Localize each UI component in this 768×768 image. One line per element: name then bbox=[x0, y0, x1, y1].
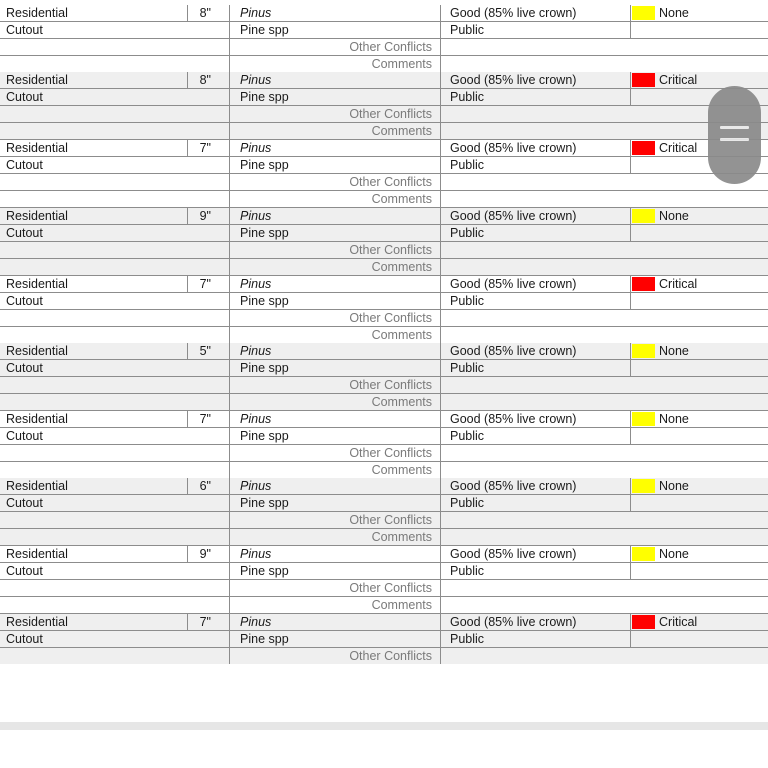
record-row-conflicts bbox=[0, 106, 768, 123]
genus-cell: Pinus bbox=[230, 614, 441, 631]
dbh-cell: 8" bbox=[188, 72, 230, 89]
reason-cell: Cutout bbox=[0, 631, 230, 648]
blank-cell bbox=[0, 597, 230, 614]
blank-cell bbox=[441, 529, 768, 546]
other-conflicts-label: Other Conflicts bbox=[230, 174, 441, 191]
comments-label: Comments bbox=[230, 56, 441, 73]
other-conflicts-label: Other Conflicts bbox=[230, 445, 441, 462]
condition-cell: Good (85% live crown) bbox=[441, 276, 631, 293]
record-row-conflicts bbox=[0, 445, 768, 462]
common-name-cell: Pine spp bbox=[230, 89, 441, 106]
record-row-conflicts bbox=[0, 512, 768, 529]
genus-cell: Pinus bbox=[230, 208, 441, 225]
ownership-cell: Public bbox=[441, 89, 631, 106]
dbh-cell: 8" bbox=[188, 5, 230, 22]
page-divider bbox=[0, 722, 768, 730]
reason-cell: Cutout bbox=[0, 563, 230, 580]
severity-cell bbox=[631, 343, 768, 360]
tree-record bbox=[0, 5, 768, 73]
blank-cell bbox=[0, 327, 230, 344]
record-row-comments bbox=[0, 123, 768, 140]
record-row-second bbox=[0, 293, 768, 310]
reason-cell: Cutout bbox=[0, 225, 230, 242]
severity-cell bbox=[631, 614, 768, 631]
reason-cell: Cutout bbox=[0, 360, 230, 377]
tree-record bbox=[0, 140, 768, 208]
comments-label: Comments bbox=[230, 597, 441, 614]
blank-cell bbox=[0, 512, 230, 529]
record-row-main bbox=[0, 343, 768, 360]
severity-swatch bbox=[632, 547, 655, 561]
blank-cell bbox=[0, 529, 230, 546]
land-use-cell: Residential bbox=[0, 5, 188, 22]
severity-cell bbox=[631, 546, 768, 563]
blank-cell bbox=[441, 259, 768, 276]
severity-cell bbox=[631, 5, 768, 22]
land-use-cell: Residential bbox=[0, 343, 188, 360]
dbh-cell: 7" bbox=[188, 276, 230, 293]
severity-swatch bbox=[632, 209, 655, 223]
record-row-comments bbox=[0, 529, 768, 546]
blank-cell bbox=[631, 360, 768, 377]
reason-cell: Cutout bbox=[0, 495, 230, 512]
condition-cell: Good (85% live crown) bbox=[441, 546, 631, 563]
blank-cell bbox=[631, 293, 768, 310]
reason-cell: Cutout bbox=[0, 293, 230, 310]
other-conflicts-label: Other Conflicts bbox=[230, 377, 441, 394]
comments-label: Comments bbox=[230, 394, 441, 411]
reason-cell: Cutout bbox=[0, 89, 230, 106]
blank-cell bbox=[631, 495, 768, 512]
record-row-main bbox=[0, 546, 768, 563]
land-use-cell: Residential bbox=[0, 614, 188, 631]
tree-record bbox=[0, 411, 768, 479]
severity-cell bbox=[631, 276, 768, 293]
dbh-cell: 9" bbox=[188, 546, 230, 563]
comments-label: Comments bbox=[230, 259, 441, 276]
blank-cell bbox=[0, 259, 230, 276]
blank-cell bbox=[631, 225, 768, 242]
ownership-cell: Public bbox=[441, 563, 631, 580]
record-row-main bbox=[0, 276, 768, 293]
scroll-handle[interactable] bbox=[708, 86, 761, 184]
record-row-comments bbox=[0, 597, 768, 614]
record-row-second bbox=[0, 89, 768, 106]
severity-swatch bbox=[632, 615, 655, 629]
land-use-cell: Residential bbox=[0, 276, 188, 293]
common-name-cell: Pine spp bbox=[230, 631, 441, 648]
record-row-conflicts bbox=[0, 580, 768, 597]
ownership-cell: Public bbox=[441, 360, 631, 377]
severity-label: Critical bbox=[659, 141, 698, 155]
blank-cell bbox=[631, 631, 768, 648]
condition-cell: Good (85% live crown) bbox=[441, 72, 631, 89]
record-row-comments bbox=[0, 327, 768, 344]
record-row-conflicts bbox=[0, 242, 768, 259]
blank-cell bbox=[441, 445, 768, 462]
record-row-comments bbox=[0, 259, 768, 276]
ownership-cell: Public bbox=[441, 293, 631, 310]
comments-label: Comments bbox=[230, 529, 441, 546]
other-conflicts-label: Other Conflicts bbox=[230, 648, 441, 664]
record-row-comments bbox=[0, 191, 768, 208]
tree-record bbox=[0, 614, 768, 664]
record-row-second bbox=[0, 563, 768, 580]
blank-cell bbox=[441, 512, 768, 529]
tree-record bbox=[0, 276, 768, 344]
blank-cell bbox=[0, 39, 230, 56]
land-use-cell: Residential bbox=[0, 411, 188, 428]
blank-cell bbox=[441, 597, 768, 614]
condition-cell: Good (85% live crown) bbox=[441, 5, 631, 22]
ownership-cell: Public bbox=[441, 157, 631, 174]
ownership-cell: Public bbox=[441, 225, 631, 242]
common-name-cell: Pine spp bbox=[230, 495, 441, 512]
genus-cell: Pinus bbox=[230, 276, 441, 293]
blank-cell bbox=[441, 394, 768, 411]
blank-cell bbox=[0, 106, 230, 123]
record-row-main bbox=[0, 478, 768, 495]
blank-cell bbox=[441, 242, 768, 259]
comments-label: Comments bbox=[230, 191, 441, 208]
blank-cell bbox=[0, 445, 230, 462]
comments-label: Comments bbox=[230, 462, 441, 479]
blank-cell bbox=[0, 580, 230, 597]
genus-cell: Pinus bbox=[230, 5, 441, 22]
severity-swatch bbox=[632, 344, 655, 358]
common-name-cell: Pine spp bbox=[230, 225, 441, 242]
severity-cell bbox=[631, 208, 768, 225]
genus-cell: Pinus bbox=[230, 343, 441, 360]
blank-cell bbox=[441, 56, 768, 73]
blank-cell bbox=[631, 563, 768, 580]
genus-cell: Pinus bbox=[230, 411, 441, 428]
blank-cell bbox=[441, 580, 768, 597]
blank-cell bbox=[441, 191, 768, 208]
severity-label: None bbox=[659, 344, 689, 358]
handle-grip-icon bbox=[720, 126, 749, 129]
condition-cell: Good (85% live crown) bbox=[441, 614, 631, 631]
reason-cell: Cutout bbox=[0, 157, 230, 174]
record-row-main bbox=[0, 72, 768, 89]
record-row-second bbox=[0, 495, 768, 512]
other-conflicts-label: Other Conflicts bbox=[230, 39, 441, 56]
reason-cell: Cutout bbox=[0, 428, 230, 445]
severity-swatch bbox=[632, 73, 655, 87]
other-conflicts-label: Other Conflicts bbox=[230, 106, 441, 123]
dbh-cell: 5" bbox=[188, 343, 230, 360]
common-name-cell: Pine spp bbox=[230, 360, 441, 377]
ownership-cell: Public bbox=[441, 495, 631, 512]
blank-cell bbox=[0, 174, 230, 191]
blank-cell bbox=[0, 462, 230, 479]
genus-cell: Pinus bbox=[230, 546, 441, 563]
blank-cell bbox=[441, 327, 768, 344]
land-use-cell: Residential bbox=[0, 478, 188, 495]
severity-label: Critical bbox=[659, 73, 698, 87]
blank-cell bbox=[441, 377, 768, 394]
ownership-cell: Public bbox=[441, 631, 631, 648]
record-row-second bbox=[0, 631, 768, 648]
genus-cell: Pinus bbox=[230, 140, 441, 157]
other-conflicts-label: Other Conflicts bbox=[230, 580, 441, 597]
condition-cell: Good (85% live crown) bbox=[441, 478, 631, 495]
blank-cell bbox=[0, 310, 230, 327]
record-row-second bbox=[0, 360, 768, 377]
land-use-cell: Residential bbox=[0, 140, 188, 157]
common-name-cell: Pine spp bbox=[230, 157, 441, 174]
record-row-second bbox=[0, 22, 768, 39]
condition-cell: Good (85% live crown) bbox=[441, 343, 631, 360]
severity-label: Critical bbox=[659, 277, 698, 291]
tree-record bbox=[0, 72, 768, 140]
genus-cell: Pinus bbox=[230, 72, 441, 89]
record-row-conflicts bbox=[0, 39, 768, 56]
blank-cell bbox=[441, 648, 768, 664]
other-conflicts-label: Other Conflicts bbox=[230, 242, 441, 259]
blank-cell bbox=[0, 648, 230, 664]
handle-grip-icon bbox=[720, 138, 749, 141]
blank-cell bbox=[0, 56, 230, 73]
condition-cell: Good (85% live crown) bbox=[441, 411, 631, 428]
severity-cell bbox=[631, 411, 768, 428]
blank-cell bbox=[0, 242, 230, 259]
record-row-main bbox=[0, 411, 768, 428]
land-use-cell: Residential bbox=[0, 546, 188, 563]
severity-label: None bbox=[659, 6, 689, 20]
record-row-conflicts bbox=[0, 648, 768, 664]
other-conflicts-label: Other Conflicts bbox=[230, 310, 441, 327]
severity-swatch bbox=[632, 412, 655, 426]
blank-cell bbox=[441, 310, 768, 327]
blank-cell bbox=[441, 462, 768, 479]
record-row-conflicts bbox=[0, 377, 768, 394]
blank-cell bbox=[441, 39, 768, 56]
ownership-cell: Public bbox=[441, 428, 631, 445]
common-name-cell: Pine spp bbox=[230, 428, 441, 445]
severity-swatch bbox=[632, 277, 655, 291]
severity-label: None bbox=[659, 479, 689, 493]
dbh-cell: 6" bbox=[188, 478, 230, 495]
severity-cell bbox=[631, 478, 768, 495]
record-row-conflicts bbox=[0, 174, 768, 191]
blank-cell bbox=[0, 377, 230, 394]
record-row-main bbox=[0, 614, 768, 631]
genus-cell: Pinus bbox=[230, 478, 441, 495]
severity-swatch bbox=[632, 479, 655, 493]
condition-cell: Good (85% live crown) bbox=[441, 140, 631, 157]
record-row-comments bbox=[0, 56, 768, 73]
severity-label: None bbox=[659, 547, 689, 561]
record-row-second bbox=[0, 157, 768, 174]
tree-record bbox=[0, 208, 768, 276]
severity-label: None bbox=[659, 209, 689, 223]
severity-swatch bbox=[632, 141, 655, 155]
land-use-cell: Residential bbox=[0, 208, 188, 225]
land-use-cell: Residential bbox=[0, 72, 188, 89]
tree-record bbox=[0, 478, 768, 546]
record-row-conflicts bbox=[0, 310, 768, 327]
blank-cell bbox=[0, 191, 230, 208]
blank-cell bbox=[0, 123, 230, 140]
ownership-cell: Public bbox=[441, 22, 631, 39]
blank-cell bbox=[631, 428, 768, 445]
common-name-cell: Pine spp bbox=[230, 22, 441, 39]
dbh-cell: 7" bbox=[188, 140, 230, 157]
record-row-main bbox=[0, 140, 768, 157]
record-row-comments bbox=[0, 394, 768, 411]
record-row-second bbox=[0, 225, 768, 242]
record-row-main bbox=[0, 5, 768, 22]
reason-cell: Cutout bbox=[0, 22, 230, 39]
record-row-second bbox=[0, 428, 768, 445]
comments-label: Comments bbox=[230, 327, 441, 344]
common-name-cell: Pine spp bbox=[230, 293, 441, 310]
tree-record bbox=[0, 546, 768, 614]
blank-cell bbox=[631, 22, 768, 39]
dbh-cell: 7" bbox=[188, 411, 230, 428]
dbh-cell: 7" bbox=[188, 614, 230, 631]
tree-record bbox=[0, 343, 768, 411]
severity-cell bbox=[631, 72, 768, 89]
other-conflicts-label: Other Conflicts bbox=[230, 512, 441, 529]
dbh-cell: 9" bbox=[188, 208, 230, 225]
severity-swatch bbox=[632, 6, 655, 20]
common-name-cell: Pine spp bbox=[230, 563, 441, 580]
condition-cell: Good (85% live crown) bbox=[441, 208, 631, 225]
comments-label: Comments bbox=[230, 123, 441, 140]
severity-label: Critical bbox=[659, 615, 698, 629]
severity-label: None bbox=[659, 412, 689, 426]
record-row-main bbox=[0, 208, 768, 225]
blank-cell bbox=[0, 394, 230, 411]
record-row-comments bbox=[0, 462, 768, 479]
